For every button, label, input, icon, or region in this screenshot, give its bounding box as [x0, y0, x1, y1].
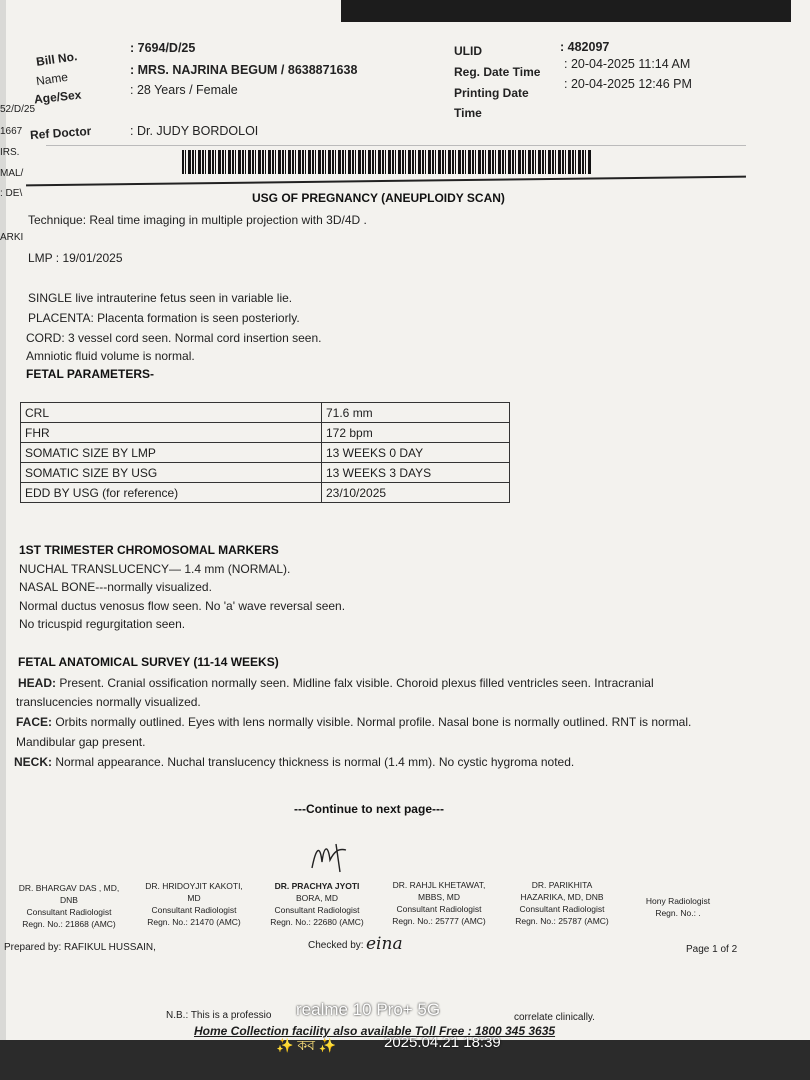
table-row	[21, 463, 510, 483]
doctor-signature-block	[628, 895, 728, 919]
param-value: 13 WEEKS 0 DAY	[322, 443, 510, 463]
marker-line: NUCHAL TRANSLUCENCY— 1.4 mm (NORMAL).	[19, 562, 291, 576]
doctor-signature-block	[258, 880, 376, 928]
face-finding	[16, 715, 691, 729]
reg-date-label: Reg. Date Time	[454, 65, 541, 79]
doctor-name: DR. PARIKHITA	[531, 880, 593, 890]
print-date-label: Printing Date	[454, 86, 529, 100]
checked-by-signature: eina	[366, 934, 403, 954]
checked-by-label: Checked by:	[308, 940, 364, 951]
doctor-signature-block	[132, 880, 256, 928]
doctor-signature-block	[500, 879, 624, 927]
param-value: 71.6 mm	[322, 403, 510, 423]
signature-image	[306, 838, 356, 876]
report-title: USG OF PREGNANCY (ANEUPLOIDY SCAN)	[252, 191, 505, 205]
survey-heading: FETAL ANATOMICAL SURVEY (11-14 WEEKS)	[18, 655, 279, 669]
doctor-role: Consultant Radiologist	[519, 904, 605, 914]
param-label: SOMATIC SIZE BY USG	[21, 463, 322, 483]
markers-heading: 1ST TRIMESTER CHROMOSOMAL MARKERS	[19, 543, 279, 557]
head-label: HEAD:	[18, 676, 56, 690]
table-row	[21, 423, 510, 443]
neck-text: Normal appearance. Nuchal translucency thickness is normal (1.4 mm). No cystic hygroma noted.	[52, 755, 575, 769]
finding-line: PLACENTA: Placenta formation is seen posteriorly.	[28, 311, 300, 325]
param-label: SOMATIC SIZE BY LMP	[21, 443, 322, 463]
continue-note: ---Continue to next page---	[294, 802, 444, 816]
doctor-role: Consultant Radiologist	[26, 907, 112, 917]
camera-watermark-datetime: 2025.04.21 18:39	[384, 1034, 501, 1051]
age-sex-label: Age/Sex	[33, 87, 82, 107]
face-text: Orbits normally outlined. Eyes with lens normally visible. Normal profile. Nasal bone is normally outlined. RNT is normal.	[52, 715, 692, 729]
camera-watermark-deco: ✨ কব ✨	[276, 1037, 337, 1053]
doctor-name: DR. HRIDOYJIT KAKOTI,	[145, 881, 243, 891]
fetal-parameters-heading: FETAL PARAMETERS-	[26, 367, 154, 381]
bill-no-label: Bill No.	[35, 49, 79, 69]
prepared-by: Prepared by: RAFIKUL HUSSAIN,	[4, 942, 156, 953]
camera-watermark-device: realme 10 Pro+ 5G	[296, 1000, 441, 1019]
doctor-degree: HAZARIKA, MD, DNB	[520, 892, 604, 902]
patient-name: : MRS. NAJRINA BEGUM / 8638871638	[130, 63, 358, 77]
face-finding-cont: Mandibular gap present.	[16, 735, 146, 749]
param-value: 23/10/2025	[322, 483, 510, 503]
doctor-regn: Regn. No.: 25777 (AMC)	[392, 916, 486, 926]
head-finding-cont: translucencies normally visualized.	[16, 695, 201, 709]
table-row	[21, 443, 510, 463]
barcode	[182, 150, 592, 174]
print-date-value: : 20-04-2025 12:46 PM	[564, 77, 692, 91]
technique-text: Technique: Real time imaging in multiple projection with 3D/4D .	[28, 213, 367, 227]
neck-finding	[14, 755, 574, 769]
param-value: 172 bpm	[322, 423, 510, 443]
table-row	[21, 483, 510, 503]
table-row	[21, 403, 510, 423]
page-number: Page 1 of 2	[686, 944, 738, 955]
doctor-signature-block	[378, 879, 500, 927]
letterhead-band	[341, 0, 791, 22]
head-text: Present. Cranial ossification normally seen. Midline falx visible. Choroid plexus filled ventricles seen. Intracranial	[56, 676, 654, 690]
doctor-degree: MD	[187, 893, 201, 903]
doctor-name: DR. BHARGAV DAS , MD,	[18, 883, 120, 893]
doctor-regn: Regn. No.: 21470 (AMC)	[147, 917, 241, 927]
doctor-name: DR. PRACHYA JYOTI	[274, 881, 360, 891]
marker-line: NASAL BONE---normally visualized.	[19, 580, 212, 594]
underlying-fragment: : DE\	[0, 188, 23, 199]
param-label: CRL	[21, 403, 322, 423]
doctor-role: Consultant Radiologist	[274, 905, 360, 915]
neck-label: NECK:	[14, 755, 52, 769]
param-label: FHR	[21, 423, 322, 443]
nb-note-end: correlate clinically.	[514, 1012, 595, 1023]
reg-date-value: : 20-04-2025 11:14 AM	[564, 57, 691, 71]
lmp-text: LMP : 19/01/2025	[28, 251, 123, 265]
underlying-fragment: 52/D/25	[0, 104, 36, 115]
nb-note: N.B.: This is a professio	[166, 1010, 272, 1021]
doctor-regn: Regn. No.: 25787 (AMC)	[515, 916, 609, 926]
doctor-role: Consultant Radiologist	[151, 905, 237, 915]
doctor-regn: Regn. No.: 21868 (AMC)	[22, 919, 116, 929]
age-sex-value: : 28 Years / Female	[130, 83, 238, 97]
doctor-degree: MBBS, MD	[417, 892, 461, 902]
underlying-fragment: 1667	[0, 126, 23, 137]
face-label: FACE:	[16, 715, 52, 729]
ref-doctor-value: : Dr. JUDY BORDOLOI	[130, 124, 259, 138]
print-date-label-time: Time	[454, 106, 482, 120]
doctor-role: Consultant Radiologist	[396, 904, 482, 914]
underlying-fragment: IRS.	[0, 147, 20, 158]
doctor-name: DR. RAHJL KHETAWAT,	[392, 880, 486, 890]
fetal-parameters-table	[20, 402, 510, 503]
marker-line: No tricuspid regurgitation seen.	[19, 617, 186, 631]
ref-doctor-label: Ref Doctor	[29, 123, 92, 143]
head-finding	[18, 676, 654, 690]
finding-line: SINGLE live intrauterine fetus seen in variable lie.	[28, 291, 293, 305]
divider	[46, 145, 746, 146]
ulid-value: : 482097	[560, 40, 610, 54]
name-label: Name	[35, 69, 69, 89]
underlying-fragment: ARKI	[0, 232, 24, 243]
finding-line: Amniotic fluid volume is normal.	[26, 349, 195, 363]
doctor-signature-block	[8, 882, 130, 930]
doctor-degree: BORA, MD	[295, 893, 339, 903]
param-label: EDD BY USG (for reference)	[21, 483, 322, 503]
home-collection-note: Home Collection facility also available Toll Free : 1800 345 3635	[194, 1024, 556, 1038]
param-value: 13 WEEKS 3 DAYS	[322, 463, 510, 483]
ulid-label: ULID	[454, 44, 482, 58]
doctor-regn: Regn. No.: 22680 (AMC)	[270, 917, 364, 927]
marker-line: Normal ductus venosus flow seen. No 'a' wave reversal seen.	[19, 599, 346, 613]
bill-no-value: : 7694/D/25	[130, 41, 196, 55]
finding-line: CORD: 3 vessel cord seen. Normal cord insertion seen.	[26, 331, 322, 345]
divider	[26, 176, 746, 187]
doctor-role: Hony Radiologist	[645, 896, 711, 906]
doctor-degree: DNB	[60, 895, 78, 905]
underlying-fragment: MAL/	[0, 168, 24, 179]
doctor-regn: Regn. No.: .	[655, 908, 701, 918]
